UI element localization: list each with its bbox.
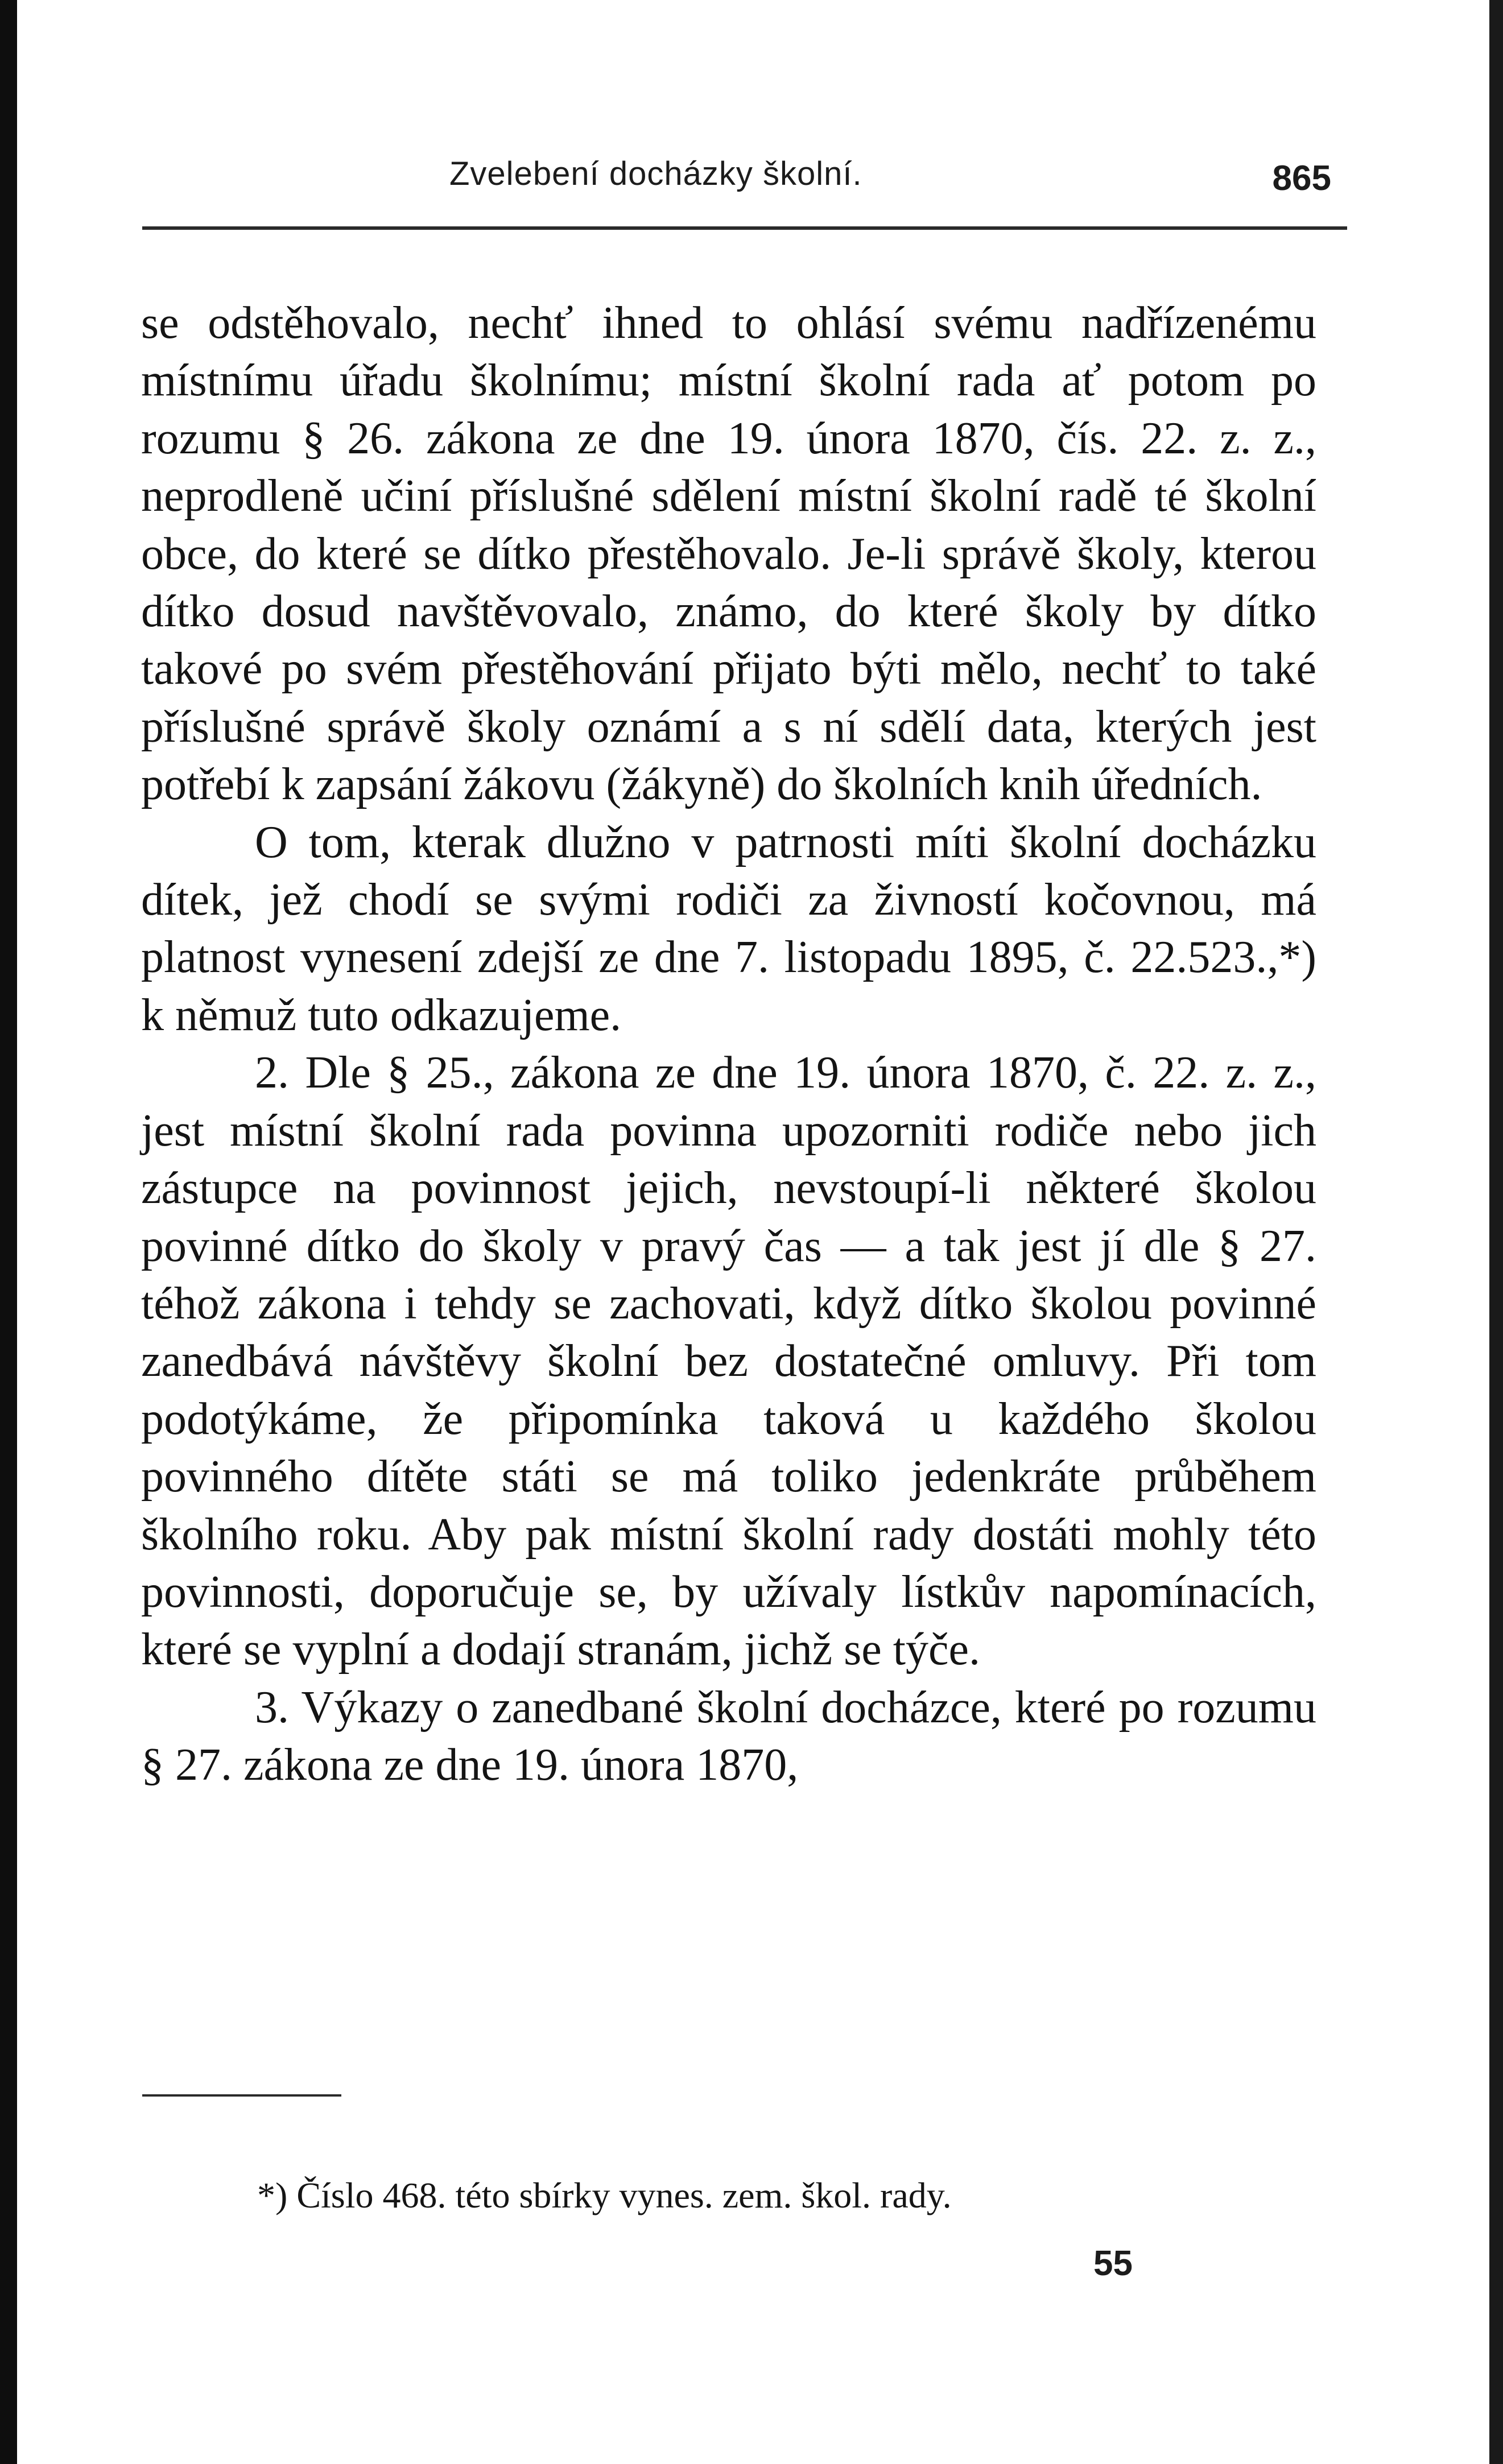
paragraph-section-2: 2. Dle § 25., zákona ze dne 19. února 1870, č. 22. z. z., jest místní školní rada povinna upozorniti rodiče nebo jich zástupce na povinnost jejich, nevstoupí-li některé školou povinné dítko do školy v pravý čas — a tak jest jí dle § 27. téhož zákona i tehdy se zachovati, když dítko školou povinné zanedbává návštěvy školní bez dostatečné omluvy. Při tom podotýkáme, že připomínka taková u každého školou povinného dítěte státi se má toliko jedenkráte průběhem školního roku. Aby pak místní školní rady dostáti mohly této povinnosti, doporučuje se, by užívaly lístkův napomínacích, které se vyplní a dodají stranám, jichž se týče.: [141, 1048, 1316, 1675]
body-text: [141, 295, 1316, 1795]
footnote-rule: [142, 2094, 341, 2097]
paragraph-continuation: se odstěhovalo, nechť ihned to ohlásí svému nadřízenému místnímu úřadu školnímu; místní školní rada ať potom po rozumu § 26. zákona ze dne 19. února 1870, čís. 22. z. z., neprodleně učiní příslušné sdělení místní školní radě té školní obce, do které se dítko přestěhovalo. Je-li správě školy, kterou dítko dosud navštěvovalo, známo, do které školy by dítko takové po svém přestěhování přijato býti mělo, nechť to také příslušné správě školy oznámí a s ní sdělí data, kterých jest potřebí k zapsání žákovu (žákyně) do školních knih úředních.: [141, 298, 1316, 810]
header-rule: [142, 226, 1347, 230]
running-head: Zvelebení docházky školní.: [449, 155, 862, 192]
scan-border-left: [0, 0, 17, 2464]
signature-mark: 55: [1093, 2244, 1133, 2283]
paragraph-section-3: 3. Výkazy o zanedbané školní docházce, které po rozumu § 27. zákona ze dne 19. února 1870,: [141, 1682, 1316, 1791]
scan-border-right: [1489, 0, 1503, 2464]
page-number: 865: [1272, 159, 1331, 198]
footnote: *) Číslo 468. této sbírky vynes. zem. škol. rady.: [257, 2175, 952, 2215]
paragraph: O tom, kterak dlužno v patrnosti míti školní docházku dítek, jež chodí se svými rodiči za živností kočovnou, má platnost vynesení zdejší ze dne 7. listopadu 1895, č. 22.523.,*) k němuž tuto odkazujeme.: [141, 817, 1316, 1040]
